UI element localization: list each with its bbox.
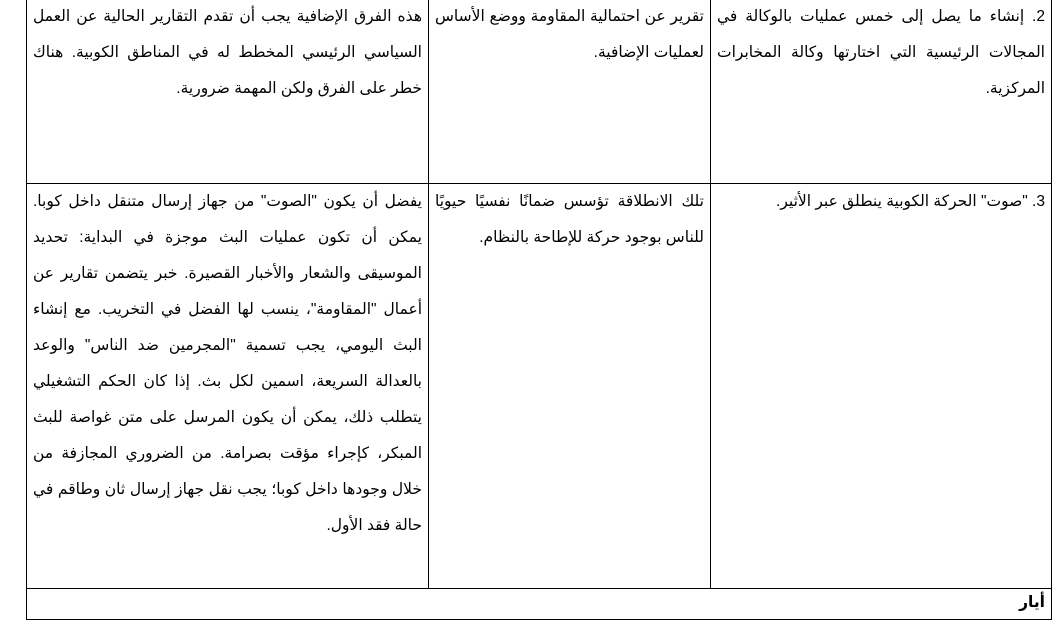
task-text: 3. "صوت" الحركة الكوبية ينطلق عبر الأثير. bbox=[776, 193, 1045, 210]
task-cell bbox=[711, 184, 1052, 589]
purpose-cell bbox=[429, 0, 711, 184]
purpose-text: تلك الانطلاقة تؤسس ضمانًا نفسيًا حيويًا للناس بوجود حركة للإطاحة بالنظام. bbox=[435, 193, 704, 246]
section-label: أيار bbox=[27, 589, 1052, 620]
notes-text: هذه الفرق الإضافية يجب أن تقدم التقارير الحالية عن العمل السياسي الرئيسي المخطط له في المناطق الكوبية. هناك خطر على الفرق ولكن المهمة ضرورية. bbox=[33, 8, 422, 97]
task-cell bbox=[711, 0, 1052, 184]
purpose-text: تقرير عن احتمالية المقاومة ووضع الأساس لعمليات الإضافية. bbox=[435, 8, 704, 61]
task-text: 2. إنشاء ما يصل إلى خمس عمليات بالوكالة في المجالات الرئيسية التي اختارتها وكالة المخابرات المركزية. bbox=[717, 8, 1045, 97]
operations-table bbox=[26, 0, 1052, 620]
purpose-cell bbox=[429, 184, 711, 589]
notes-cell bbox=[27, 184, 429, 589]
table-row bbox=[27, 0, 1052, 184]
notes-text: يفضل أن يكون "الصوت" من جهاز إرسال متنقل داخل كوبا. يمكن أن تكون عمليات البث موجزة في البداية: تحديد الموسيقى والشعار والأخبار القصيرة. خبر يتضمن تقارير عن أعمال "المقاومة"، ينسب لها الفضل في التخريب. مع إنشاء البث اليومي، يجب تسمية "المجرمين ضد الناس" والوعد بالعدالة السريعة، اسمين لكل بث. إذا كان الحكم التشغيلي يتطلب ذلك، يمكن أن يكون المرسل على متن غواصة للبث المبكر، كإجراء مؤقت بصرامة. من الضروري المجازفة من خلال وجودها داخل كوبا؛ يجب نقل جهاز إرسال ثان وطاقم في حالة فقد الأول. bbox=[33, 193, 422, 534]
notes-cell bbox=[27, 0, 429, 184]
table-row bbox=[27, 184, 1052, 589]
table-row-footer bbox=[27, 589, 1052, 620]
